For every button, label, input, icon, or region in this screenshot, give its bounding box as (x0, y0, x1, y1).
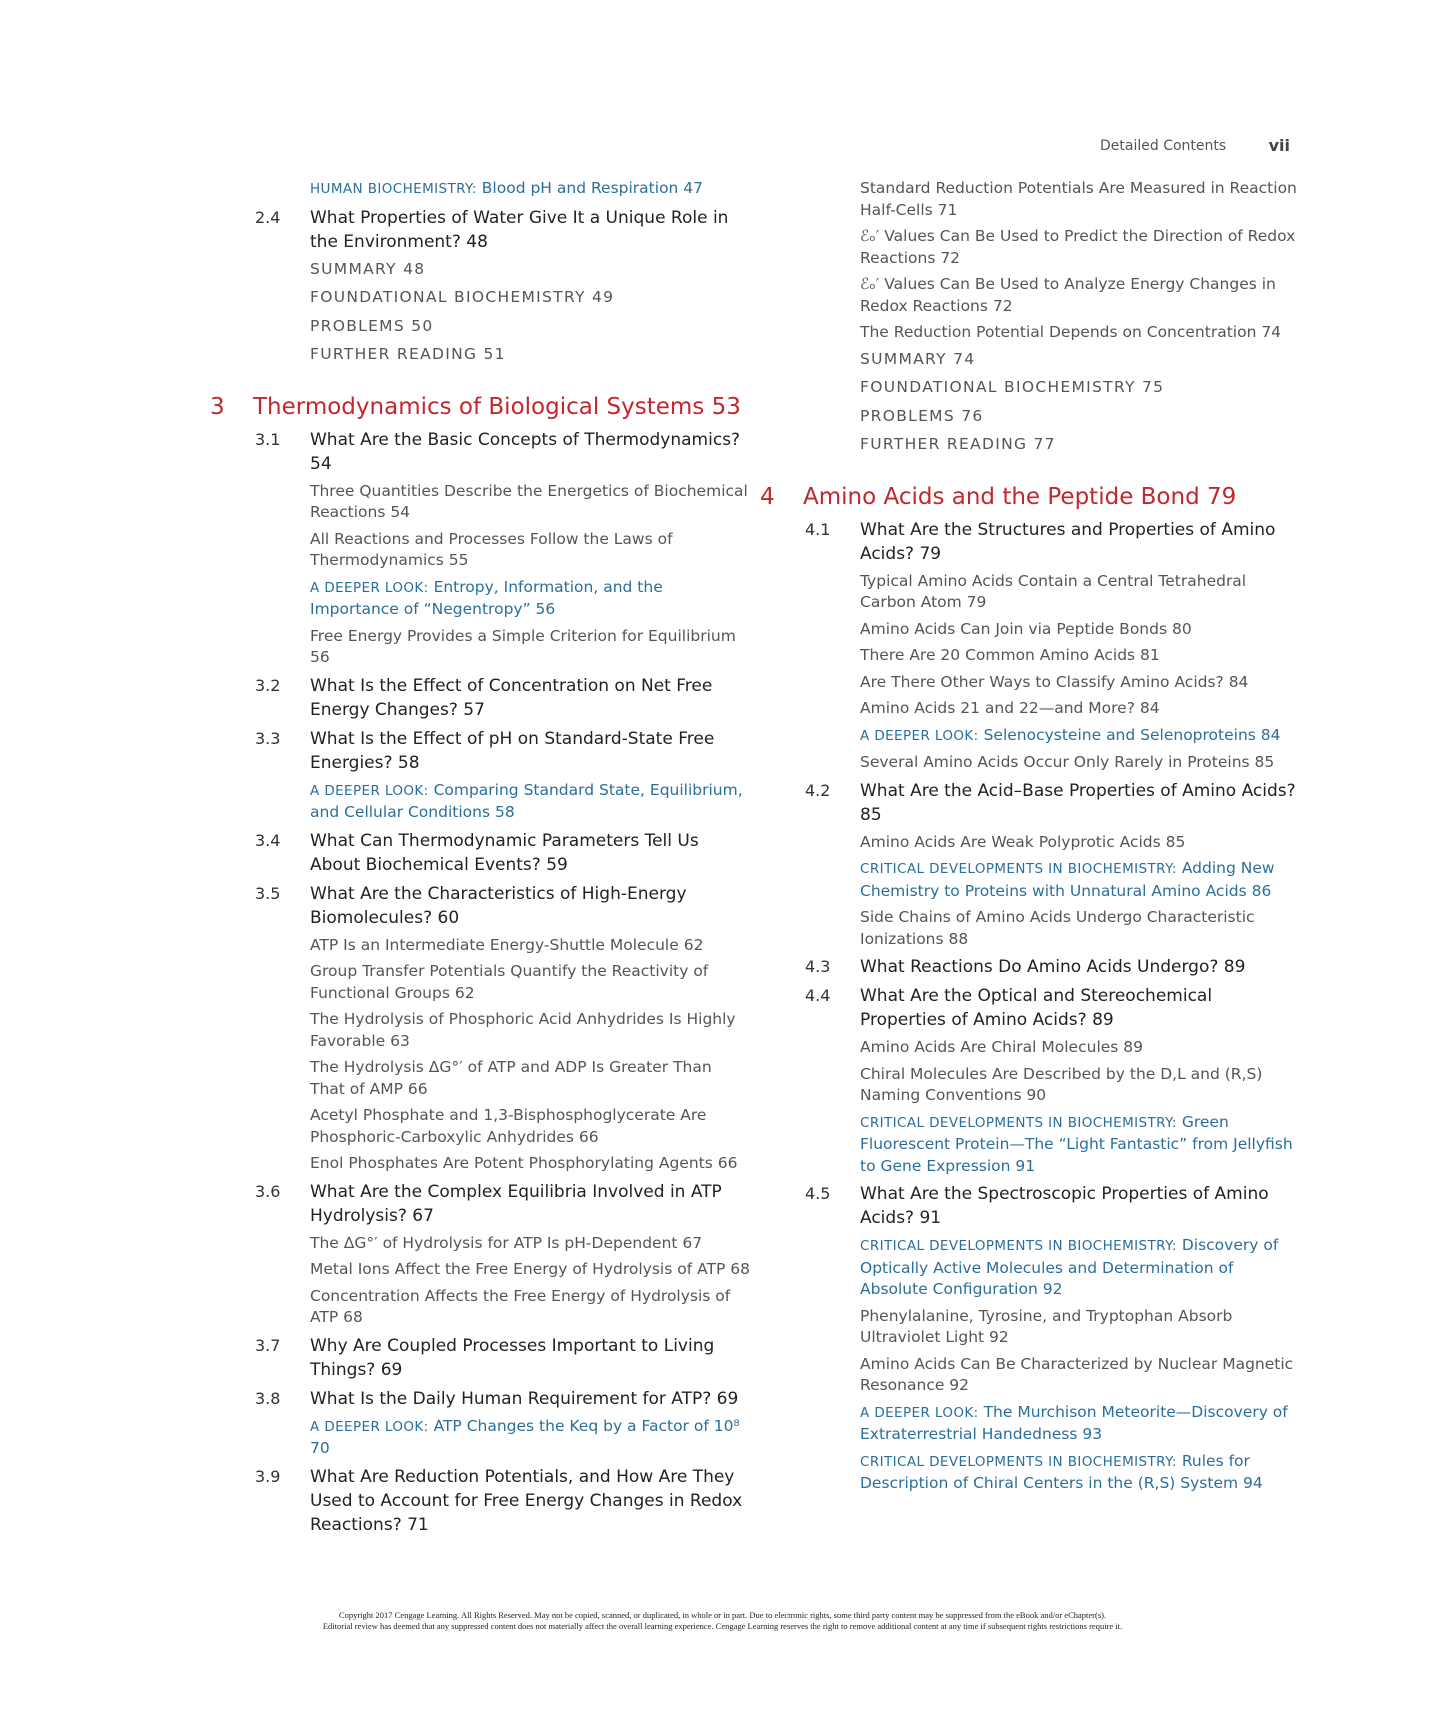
entry-title: Rules for Description of Chiral Centers in the (R,S) System 94 (860, 1451, 1263, 1492)
entry-title: Phenylalanine, Tyrosine, and Tryptophan Absorb Ultraviolet Light 92 (860, 1306, 1233, 1346)
toc-backmatter-entry[interactable] (760, 434, 1300, 456)
entry-title: What Reactions Do Amino Acids Undergo? 89 (860, 957, 1246, 977)
toc-subsection-entry[interactable] (760, 645, 1300, 667)
entry-title: What Are the Spectroscopic Properties of Amino Acids? 91 (860, 1184, 1269, 1228)
entry-title: Amino Acids and the Peptide Bond 79 (803, 483, 1237, 510)
toc-subsection-entry[interactable] (760, 698, 1300, 720)
copyright-footer (0, 1610, 1445, 1632)
toc-subsection-entry[interactable] (210, 1233, 750, 1255)
entry-title: FOUNDATIONAL BIOCHEMISTRY 49 (310, 288, 615, 306)
toc-subsection-entry[interactable] (760, 832, 1300, 854)
toc-feature-box-entry[interactable] (760, 1235, 1300, 1301)
toc-section-entry[interactable] (210, 1334, 750, 1382)
toc-feature-box-entry[interactable] (760, 1402, 1300, 1446)
toc-backmatter-entry[interactable] (760, 349, 1300, 371)
entry-title: Comparing Standard State, Equilibrium, and Cellular Conditions 58 (310, 780, 743, 821)
toc-section-entry[interactable] (210, 1180, 750, 1228)
feature-box-label: A DEEPER LOOK: (310, 579, 429, 596)
entry-title: Selenocysteine and Selenoproteins 84 (983, 725, 1281, 744)
toc-feature-box-entry[interactable] (760, 725, 1300, 748)
toc-subsection-entry[interactable] (760, 1354, 1300, 1397)
toc-backmatter-entry[interactable] (760, 377, 1300, 399)
entry-title: Amino Acids Can Join via Peptide Bonds 80 (860, 619, 1192, 638)
entry-title: PROBLEMS 76 (860, 406, 984, 425)
copyright-line-1: Copyright 2017 Cengage Learning. All Rights Reserved. May not be copied, scanned, or duplicated, in whole or in part. Due to electronic rights, some third party content may be suppressed from the eBook and/or eChapter(s). (338, 1610, 1107, 1620)
toc-chapter-entry[interactable] (210, 392, 750, 422)
feature-box-label: CRITICAL DEVELOPMENTS IN BIOCHEMISTRY: (860, 861, 1177, 877)
toc-subsection-entry[interactable] (210, 1153, 750, 1175)
entry-number: 3.7 (255, 1335, 281, 1355)
entry-title: Free Energy Provides a Simple Criterion for Equilibrium 56 (310, 626, 736, 666)
entry-title: Amino Acids Can Be Characterized by Nuclear Magnetic Resonance 92 (860, 1354, 1294, 1394)
toc-section-entry[interactable] (210, 727, 750, 775)
toc-backmatter-entry[interactable] (210, 316, 750, 338)
toc-subsection-entry[interactable] (760, 322, 1300, 344)
toc-subsection-entry[interactable] (210, 1057, 750, 1100)
entry-title: There Are 20 Common Amino Acids 81 (860, 646, 1160, 664)
toc-backmatter-entry[interactable] (210, 259, 750, 281)
entry-number: 3.5 (255, 883, 281, 903)
feature-box-label: HUMAN BIOCHEMISTRY: (310, 181, 477, 197)
toc-subsection-entry[interactable] (760, 907, 1300, 950)
toc-subsection-entry[interactable] (210, 961, 750, 1004)
entry-title: ℰₒ′ Values Can Be Used to Analyze Energy Changes in Redox Reactions 72 (860, 275, 1276, 315)
toc-subsection-entry[interactable] (760, 571, 1300, 614)
entry-title: What Are Reduction Potentials, and How Are They Used to Account for Free Energy Changes in Redox Reactions? 71 (310, 1466, 743, 1535)
toc-feature-box-entry[interactable] (760, 858, 1300, 902)
feature-box-label: CRITICAL DEVELOPMENTS IN BIOCHEMISTRY: (860, 1453, 1177, 1470)
toc-section-entry[interactable] (760, 984, 1300, 1032)
entry-title: Entropy, Information, and the Importance of “Negentropy” 56 (310, 577, 663, 618)
entry-number: 3.2 (255, 675, 281, 695)
entry-number: 4.5 (805, 1184, 831, 1203)
entry-number: 3.8 (255, 1388, 281, 1408)
toc-feature-box-entry[interactable] (210, 780, 750, 824)
entry-title: Amino Acids 21 and 22—and More? 84 (860, 699, 1160, 717)
entry-title: Green Fluorescent Protein—The “Light Fantastic” from Jellyfish to Gene Expression 91 (860, 1112, 1293, 1175)
entry-title: FOUNDATIONAL BIOCHEMISTRY 75 (860, 378, 1165, 396)
feature-box-label: A DEEPER LOOK: (310, 1418, 429, 1435)
entry-title: Chiral Molecules Are Described by the D,L and (R,S) Naming Conventions 90 (860, 1064, 1263, 1104)
entry-number: 3 (210, 393, 225, 420)
entry-title: Concentration Affects the Free Energy of Hydrolysis of ATP 68 (310, 1286, 731, 1326)
feature-box-label: A DEEPER LOOK: (860, 1404, 979, 1421)
toc-subsection-entry[interactable] (760, 178, 1300, 221)
toc-subsection-entry[interactable] (760, 226, 1300, 269)
toc-column-right (760, 178, 1300, 1500)
entry-title: ATP Changes the Keq by a Factor of 10⁸ 70 (310, 1416, 740, 1457)
toc-section-entry[interactable] (760, 955, 1300, 979)
toc-backmatter-entry[interactable] (210, 344, 750, 366)
toc-subsection-entry[interactable] (210, 1286, 750, 1329)
toc-backmatter-entry[interactable] (210, 287, 750, 309)
page-number: vii (1268, 136, 1290, 155)
entry-title: Are There Other Ways to Classify Amino Acids? 84 (860, 672, 1249, 691)
entry-number: 3.9 (255, 1466, 281, 1486)
toc-subsection-entry[interactable] (210, 529, 750, 572)
feature-box-label: A DEEPER LOOK: (860, 727, 979, 744)
toc-subsection-entry[interactable] (760, 1064, 1300, 1107)
toc-feature-box-entry[interactable] (210, 577, 750, 621)
feature-box-label: CRITICAL DEVELOPMENTS IN BIOCHEMISTRY: (860, 1114, 1177, 1131)
entry-title: What Is the Effect of Concentration on Net Free Energy Changes? 57 (310, 675, 713, 720)
entry-title: What Are the Optical and Stereochemical Properties of Amino Acids? 89 (860, 986, 1213, 1030)
feature-box-label: A DEEPER LOOK: (310, 782, 429, 799)
entry-number: 4.2 (805, 780, 831, 800)
entry-title: The ΔG°′ of Hydrolysis for ATP Is pH-Dependent 67 (310, 1233, 703, 1252)
entry-title: All Reactions and Processes Follow the Laws of Thermodynamics 55 (310, 529, 673, 569)
entry-title: ATP Is an Intermediate Energy-Shuttle Molecule 62 (310, 935, 704, 954)
toc-section-entry[interactable] (210, 829, 750, 877)
feature-box-label: CRITICAL DEVELOPMENTS IN BIOCHEMISTRY: (860, 1238, 1177, 1254)
entry-number: 3.1 (255, 429, 281, 449)
entry-title: The Hydrolysis of Phosphoric Acid Anhydrides Is Highly Favorable 63 (310, 1010, 736, 1050)
toc-feature-box-entry[interactable] (760, 1451, 1300, 1495)
toc-subsection-entry[interactable] (760, 672, 1300, 694)
entry-title: What Can Thermodynamic Parameters Tell Us About Biochemical Events? 59 (310, 830, 699, 875)
entry-number: 4.3 (805, 957, 831, 976)
entry-number: 4.4 (805, 986, 831, 1005)
toc-column-left (210, 178, 750, 1542)
toc-section-entry[interactable] (210, 1465, 750, 1537)
entry-title: SUMMARY 74 (860, 349, 976, 368)
entry-title: What Are the Characteristics of High-Energy Biomolecules? 60 (310, 883, 687, 928)
entry-number: 3.3 (255, 728, 281, 748)
toc-subsection-entry[interactable] (210, 626, 750, 669)
entry-title: FURTHER READING 51 (310, 345, 506, 363)
toc-subsection-entry[interactable] (760, 1306, 1300, 1349)
toc-section-entry[interactable] (210, 1387, 750, 1411)
entry-title: The Hydrolysis ΔG°′ of ATP and ADP Is Greater Than That of AMP 66 (310, 1058, 712, 1098)
toc-section-entry[interactable] (210, 428, 750, 476)
entry-title: Discovery of Optically Active Molecules and Determination of Absolute Configuration 92 (860, 1236, 1279, 1298)
toc-section-entry[interactable] (760, 779, 1300, 827)
entry-title: Enol Phosphates Are Potent Phosphorylating Agents 66 (310, 1154, 738, 1172)
entry-number: 2.4 (255, 207, 281, 227)
toc-backmatter-entry[interactable] (760, 406, 1300, 428)
entry-title: What Are the Complex Equilibria Involved in ATP Hydrolysis? 67 (310, 1181, 722, 1226)
entry-title: What Are the Structures and Properties of Amino Acids? 79 (860, 519, 1276, 564)
toc-subsection-entry[interactable] (760, 1037, 1300, 1059)
toc-subsection-entry[interactable] (210, 1009, 750, 1052)
entry-title: Three Quantities Describe the Energetics of Biochemical Reactions 54 (310, 481, 748, 521)
entry-title: Why Are Coupled Processes Important to Living Things? 69 (310, 1335, 715, 1380)
entry-title: What Is the Daily Human Requirement for ATP? 69 (310, 1388, 739, 1409)
entry-title: What Is the Effect of pH on Standard-State Free Energies? 58 (310, 728, 715, 773)
entry-number: 4 (760, 483, 775, 510)
entry-number: 3.4 (255, 830, 281, 850)
entry-title: The Murchison Meteorite—Discovery of Extraterrestrial Handedness 93 (860, 1402, 1288, 1443)
toc-subsection-entry[interactable] (760, 274, 1300, 317)
entry-title: Blood pH and Respiration 47 (481, 179, 704, 197)
toc-section-entry[interactable] (210, 882, 750, 930)
entry-title: The Reduction Potential Depends on Concentration 74 (860, 323, 1282, 341)
toc-subsection-entry[interactable] (210, 935, 750, 957)
entry-title: PROBLEMS 50 (310, 316, 434, 335)
entry-title: Amino Acids Are Chiral Molecules 89 (860, 1038, 1144, 1056)
toc-section-entry[interactable] (210, 674, 750, 722)
entry-title: ℰₒ′ Values Can Be Used to Predict the Direction of Redox Reactions 72 (860, 227, 1296, 267)
entry-title: Group Transfer Potentials Quantify the Reactivity of Functional Groups 62 (310, 962, 709, 1002)
entry-number: 3.6 (255, 1181, 281, 1201)
entry-title: What Are the Basic Concepts of Thermodynamics? 54 (310, 429, 741, 474)
toc-subsection-entry[interactable] (210, 1259, 750, 1281)
toc-feature-box-entry[interactable] (760, 1112, 1300, 1178)
entry-title: Amino Acids Are Weak Polyprotic Acids 85 (860, 832, 1186, 851)
entry-number: 4.1 (805, 519, 831, 539)
toc-section-entry[interactable] (210, 206, 750, 254)
entry-title: FURTHER READING 77 (860, 435, 1056, 453)
toc-subsection-entry[interactable] (210, 1105, 750, 1148)
entry-title: Typical Amino Acids Contain a Central Tetrahedral Carbon Atom 79 (860, 571, 1247, 611)
toc-section-entry[interactable] (760, 1182, 1300, 1230)
entry-title: Acetyl Phosphate and 1,3-Bisphosphoglycerate Are Phosphoric-Carboxylic Anhydrides 66 (310, 1106, 707, 1146)
entry-title: Several Amino Acids Occur Only Rarely in Proteins 85 (860, 753, 1275, 771)
toc-subsection-entry[interactable] (760, 619, 1300, 641)
entry-title: SUMMARY 48 (310, 259, 426, 278)
copyright-line-2: Editorial review has deemed that any suppressed content does not materially affect the overall learning experience. Cengage Learning reserves the right to remove additional content at any time if subsequent rights restrictions require it. (322, 1621, 1123, 1631)
toc-subsection-entry[interactable] (760, 752, 1300, 774)
running-head-label: Detailed Contents (1100, 138, 1227, 154)
entry-title: Metal Ions Affect the Free Energy of Hydrolysis of ATP 68 (310, 1260, 750, 1278)
entry-title: Thermodynamics of Biological Systems 53 (253, 393, 741, 420)
entry-title: What Are the Acid–Base Properties of Amino Acids? 85 (860, 780, 1296, 825)
toc-section-entry[interactable] (760, 518, 1300, 566)
toc-subsection-entry[interactable] (210, 481, 750, 524)
running-head (1100, 136, 1290, 160)
toc-feature-box-entry[interactable] (210, 178, 750, 201)
toc-feature-box-entry[interactable] (210, 1416, 750, 1460)
entry-title: Side Chains of Amino Acids Undergo Characteristic Ionizations 88 (860, 908, 1255, 948)
entry-title: What Properties of Water Give It a Unique Role in the Environment? 48 (310, 207, 729, 252)
toc-chapter-entry[interactable] (760, 482, 1300, 512)
entry-title: Adding New Chemistry to Proteins with Unnatural Amino Acids 86 (860, 859, 1275, 900)
entry-title: Standard Reduction Potentials Are Measured in Reaction Half-Cells 71 (860, 179, 1297, 219)
